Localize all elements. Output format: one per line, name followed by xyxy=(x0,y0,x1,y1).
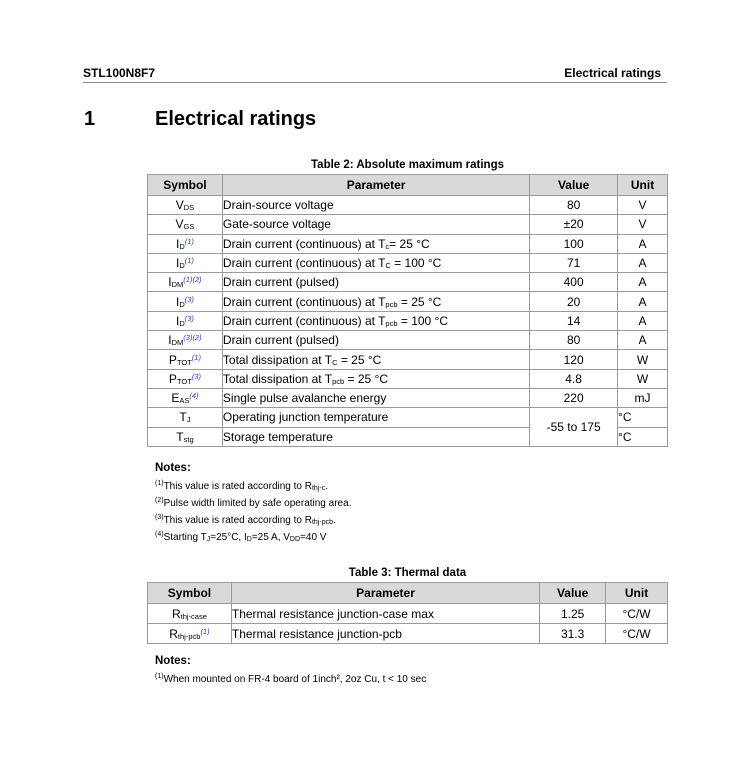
note-text: =25°C, I xyxy=(210,532,247,543)
section-title: Electrical ratings xyxy=(155,108,317,130)
table-row xyxy=(148,350,668,369)
note-text: Pulse width limited by safe operating area. xyxy=(163,498,352,509)
parameter-text: Drain current (pulsed) xyxy=(222,333,339,348)
header-parameter: Parameter xyxy=(222,175,529,196)
note-text: . xyxy=(332,515,336,526)
cell-symbol xyxy=(148,408,223,427)
cell-symbol xyxy=(148,292,223,311)
header-unit: Unit xyxy=(606,583,668,604)
parameter-text: Drain current (continuous) at T xyxy=(222,313,386,328)
header-value: Value xyxy=(540,583,606,604)
note-text: Starting T xyxy=(163,532,207,543)
parameter-text: Thermal resistance junction-pcb xyxy=(231,626,402,641)
cell-value: 71 xyxy=(530,253,618,272)
header-symbol: Symbol xyxy=(148,175,223,196)
cell-symbol xyxy=(148,369,223,388)
cell-value: 400 xyxy=(530,273,618,292)
parameter-text: Storage temperature xyxy=(222,429,333,444)
note-marker: (1) xyxy=(155,673,164,680)
symbol-letter: I xyxy=(175,236,180,251)
parameter-text: Single pulse avalanche energy xyxy=(222,391,387,406)
note-marker: (2) xyxy=(155,497,164,504)
footnote-ref: (3)(2) xyxy=(183,333,202,343)
table-row xyxy=(148,408,668,427)
symbol-letter: P xyxy=(168,371,177,386)
footnote-ref: (1)(2) xyxy=(183,275,202,285)
parameter-text: Drain current (continuous) at T xyxy=(222,294,386,309)
table-header-row xyxy=(148,175,668,196)
parameter-subscript: pcb xyxy=(385,318,398,328)
cell-unit: °C/W xyxy=(606,624,668,644)
note-subscript: thj-c xyxy=(311,485,326,492)
symbol-subscript: TOT xyxy=(176,357,192,367)
parameter-text: Drain current (continuous) at T xyxy=(222,236,386,251)
notes-title: Notes: xyxy=(155,462,191,474)
table-row xyxy=(148,388,668,407)
table-row xyxy=(148,196,668,215)
absolute-max-ratings-table xyxy=(147,174,668,447)
cell-parameter xyxy=(222,273,529,292)
note-item xyxy=(155,531,326,543)
note-text: . xyxy=(325,481,328,492)
cell-value: 14 xyxy=(530,311,618,330)
symbol-letter: T xyxy=(179,410,187,425)
parameter-text: Total dissipation at T xyxy=(222,371,333,386)
symbol-subscript: thj-case xyxy=(180,611,207,621)
cell-unit: mJ xyxy=(618,388,668,407)
parameter-text: Drain-source voltage xyxy=(222,198,334,213)
header-value: Value xyxy=(530,175,618,196)
symbol-subscript: stg xyxy=(183,434,194,444)
table-row xyxy=(148,292,668,311)
cell-symbol xyxy=(148,196,223,215)
note-text: This value is rated according to R xyxy=(163,481,312,492)
note-item xyxy=(155,480,328,492)
symbol-letter: T xyxy=(176,429,184,444)
cell-parameter xyxy=(222,427,529,446)
cell-value: 1.25 xyxy=(540,604,606,624)
table-2-caption: Table 2: Absolute maximum ratings xyxy=(311,159,504,171)
parameter-text: Thermal resistance junction-case max xyxy=(231,606,434,621)
symbol-letter: V xyxy=(175,198,184,213)
note-marker: (3) xyxy=(155,514,164,521)
symbol-letter: R xyxy=(171,606,181,621)
symbol-letter: R xyxy=(169,626,178,641)
cell-parameter xyxy=(222,215,529,234)
table-row xyxy=(148,273,668,292)
parameter-tail: = 25 °C xyxy=(337,352,382,367)
footnote-ref: (3) xyxy=(184,313,194,323)
table-header-row xyxy=(148,583,668,604)
cell-unit: A xyxy=(618,234,668,253)
cell-value: 80 xyxy=(530,196,618,215)
cell-symbol xyxy=(148,234,223,253)
cell-symbol xyxy=(148,350,223,369)
table-row xyxy=(148,253,668,272)
footnote-ref: (1) xyxy=(191,352,201,362)
note-marker: (4) xyxy=(155,531,164,538)
symbol-subscript: DM xyxy=(171,338,184,348)
cell-value: 20 xyxy=(530,292,618,311)
symbol-subscript: D xyxy=(179,241,185,251)
cell-value: 120 xyxy=(530,350,618,369)
note-subscript: DD xyxy=(289,536,301,543)
cell-symbol xyxy=(148,331,223,350)
note-item xyxy=(155,673,426,685)
cell-value: 4.8 xyxy=(530,369,618,388)
parameter-tail: = 25 °C xyxy=(389,236,430,251)
symbol-subscript: D xyxy=(179,261,185,271)
cell-unit: A xyxy=(618,292,668,311)
cell-parameter xyxy=(231,604,539,624)
table-3-caption: Table 3: Thermal data xyxy=(348,567,467,579)
symbol-subscript: DS xyxy=(183,203,195,213)
cell-unit: V xyxy=(618,196,668,215)
cell-symbol xyxy=(148,388,223,407)
note-marker: (1) xyxy=(155,480,164,487)
header-section-name: Electrical ratings xyxy=(564,66,661,80)
cell-unit: A xyxy=(618,331,668,350)
symbol-subscript: DM xyxy=(171,280,184,290)
symbol-subscript: thj-pcb xyxy=(177,631,201,641)
cell-parameter xyxy=(222,408,529,427)
symbol-letter: P xyxy=(168,352,177,367)
cell-parameter xyxy=(222,253,529,272)
cell-symbol xyxy=(148,311,223,330)
symbol-subscript: D xyxy=(179,318,185,328)
parameter-text: Total dissipation at T xyxy=(222,352,333,367)
header-unit: Unit xyxy=(618,175,668,196)
cell-unit: W xyxy=(618,350,668,369)
parameter-text: Drain current (pulsed) xyxy=(222,275,339,290)
symbol-subscript: TOT xyxy=(176,376,192,386)
footnote-ref: (3) xyxy=(184,294,194,304)
symbol-subscript: J xyxy=(186,415,191,425)
document-id: STL100N8F7 xyxy=(83,66,156,80)
cell-symbol xyxy=(148,624,232,644)
symbol-letter: I xyxy=(175,313,180,328)
footnote-ref: (1) xyxy=(200,626,210,636)
cell-symbol xyxy=(148,253,223,272)
table-row xyxy=(148,311,668,330)
cell-unit: V xyxy=(618,215,668,234)
cell-symbol xyxy=(148,215,223,234)
notes-title: Notes: xyxy=(155,655,191,667)
note-text: When mounted on FR-4 board of 1inch², 2oz Cu, t < 10 sec xyxy=(163,674,427,685)
symbol-subscript: AS xyxy=(179,396,190,406)
section-number: 1 xyxy=(84,108,96,130)
symbol-letter: I xyxy=(168,275,172,290)
note-item xyxy=(155,497,351,509)
table-row xyxy=(148,215,668,234)
cell-symbol xyxy=(148,427,223,446)
header-parameter: Parameter xyxy=(231,583,539,604)
parameter-tail: = 100 °C xyxy=(397,313,449,328)
parameter-tail: = 100 °C xyxy=(390,256,442,271)
parameter-text: Drain current (continuous) at T xyxy=(222,256,386,271)
cell-symbol xyxy=(148,604,232,624)
note-subscript: J xyxy=(206,536,211,543)
thermal-data-table xyxy=(147,582,668,644)
footnote-ref: (3) xyxy=(191,371,201,381)
symbol-letter: I xyxy=(175,256,180,271)
note-text: =40 V xyxy=(300,532,327,543)
cell-parameter xyxy=(231,624,539,644)
cell-parameter xyxy=(222,369,529,388)
note-text: =25 A, V xyxy=(251,532,290,543)
cell-parameter xyxy=(222,350,529,369)
symbol-letter: I xyxy=(175,294,180,309)
cell-unit: A xyxy=(618,273,668,292)
parameter-subscript: C xyxy=(385,261,391,271)
table-row xyxy=(148,369,668,388)
note-subscript: D xyxy=(246,536,252,543)
cell-parameter xyxy=(222,311,529,330)
cell-value: ±20 xyxy=(530,215,618,234)
table-row xyxy=(148,331,668,350)
cell-value: 31.3 xyxy=(540,624,606,644)
cell-parameter xyxy=(222,331,529,350)
table-row xyxy=(148,604,668,624)
parameter-text: Gate-source voltage xyxy=(222,217,331,232)
cell-symbol xyxy=(148,273,223,292)
parameter-text: Operating junction temperature xyxy=(222,410,389,425)
symbol-subscript: D xyxy=(179,299,185,309)
cell-parameter xyxy=(222,388,529,407)
symbol-letter: I xyxy=(168,333,172,348)
parameter-subscript: pcb xyxy=(385,299,398,309)
footnote-ref: (1) xyxy=(184,236,194,246)
symbol-letter: E xyxy=(171,391,180,406)
note-text: This value is rated according to R xyxy=(163,515,312,526)
symbol-letter: V xyxy=(175,217,184,232)
header-symbol: Symbol xyxy=(148,583,232,604)
parameter-tail: = 25 °C xyxy=(397,294,442,309)
page-header xyxy=(83,66,667,83)
note-item xyxy=(155,514,336,526)
cell-parameter xyxy=(222,292,529,311)
symbol-subscript: GS xyxy=(183,222,195,232)
cell-unit: °C xyxy=(618,427,668,446)
cell-value: 100 xyxy=(530,234,618,253)
parameter-subscript: c xyxy=(385,241,390,251)
cell-value: 220 xyxy=(530,388,618,407)
cell-value: -55 to 175 xyxy=(530,408,618,447)
note-subscript: thj-pcb xyxy=(311,519,333,526)
cell-unit: A xyxy=(618,253,668,272)
cell-unit: W xyxy=(618,369,668,388)
table-row xyxy=(148,234,668,253)
cell-parameter xyxy=(222,196,529,215)
cell-unit: °C xyxy=(618,408,668,427)
cell-value: 80 xyxy=(530,331,618,350)
cell-unit: °C/W xyxy=(606,604,668,624)
table-row xyxy=(148,624,668,644)
cell-unit: A xyxy=(618,311,668,330)
footnote-ref: (1) xyxy=(184,256,194,266)
footnote-ref: (4) xyxy=(189,391,199,401)
parameter-tail: = 25 °C xyxy=(344,371,388,386)
parameter-subscript: pcb xyxy=(332,376,345,386)
parameter-subscript: C xyxy=(332,357,338,367)
cell-parameter xyxy=(222,234,529,253)
